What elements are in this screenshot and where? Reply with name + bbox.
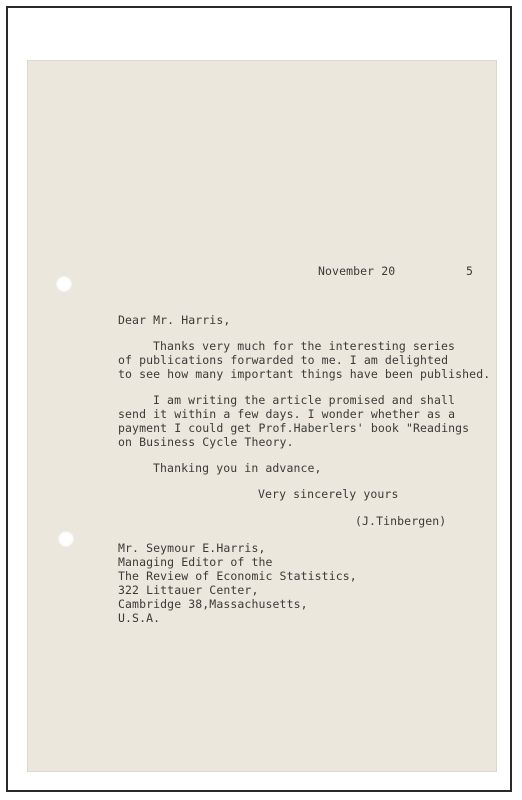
paragraph2-line: I am writing the article promised and shall <box>153 393 456 407</box>
paragraph1-line: Thanks very much for the interesting series <box>153 339 456 353</box>
valediction: Very sincerely yours <box>258 487 399 501</box>
paragraph1-line: to see how many important things have been published. <box>118 367 491 381</box>
address-line: Cambridge 38,Massachusetts, <box>118 597 308 611</box>
address-line: Mr. Seymour E.Harris, <box>118 541 266 555</box>
address-line: The Review of Economic Statistics, <box>118 569 357 583</box>
paragraph2-line: on Business Cycle Theory. <box>118 435 294 449</box>
address-line: Managing Editor of the <box>118 555 273 569</box>
page-number: 5 <box>466 264 474 278</box>
closing-line: Thanking you in advance, <box>153 461 322 475</box>
paragraph2-line: payment I could get Prof.Haberlers' book "Readings <box>118 421 470 435</box>
paragraph2-line: send it within a few days. I wonder whether as a <box>118 407 456 421</box>
address-line: 322 Littauer Center, <box>118 583 259 597</box>
letter-date: November 20 <box>318 264 396 278</box>
paragraph1-line: of publications forwarded to me. I am delighted <box>118 353 449 367</box>
salutation: Dear Mr. Harris, <box>118 313 231 327</box>
signature: (J.Tinbergen) <box>355 514 447 528</box>
punch-hole-top <box>56 276 72 292</box>
address-line: U.S.A. <box>118 611 161 625</box>
punch-hole-bottom <box>58 531 74 547</box>
